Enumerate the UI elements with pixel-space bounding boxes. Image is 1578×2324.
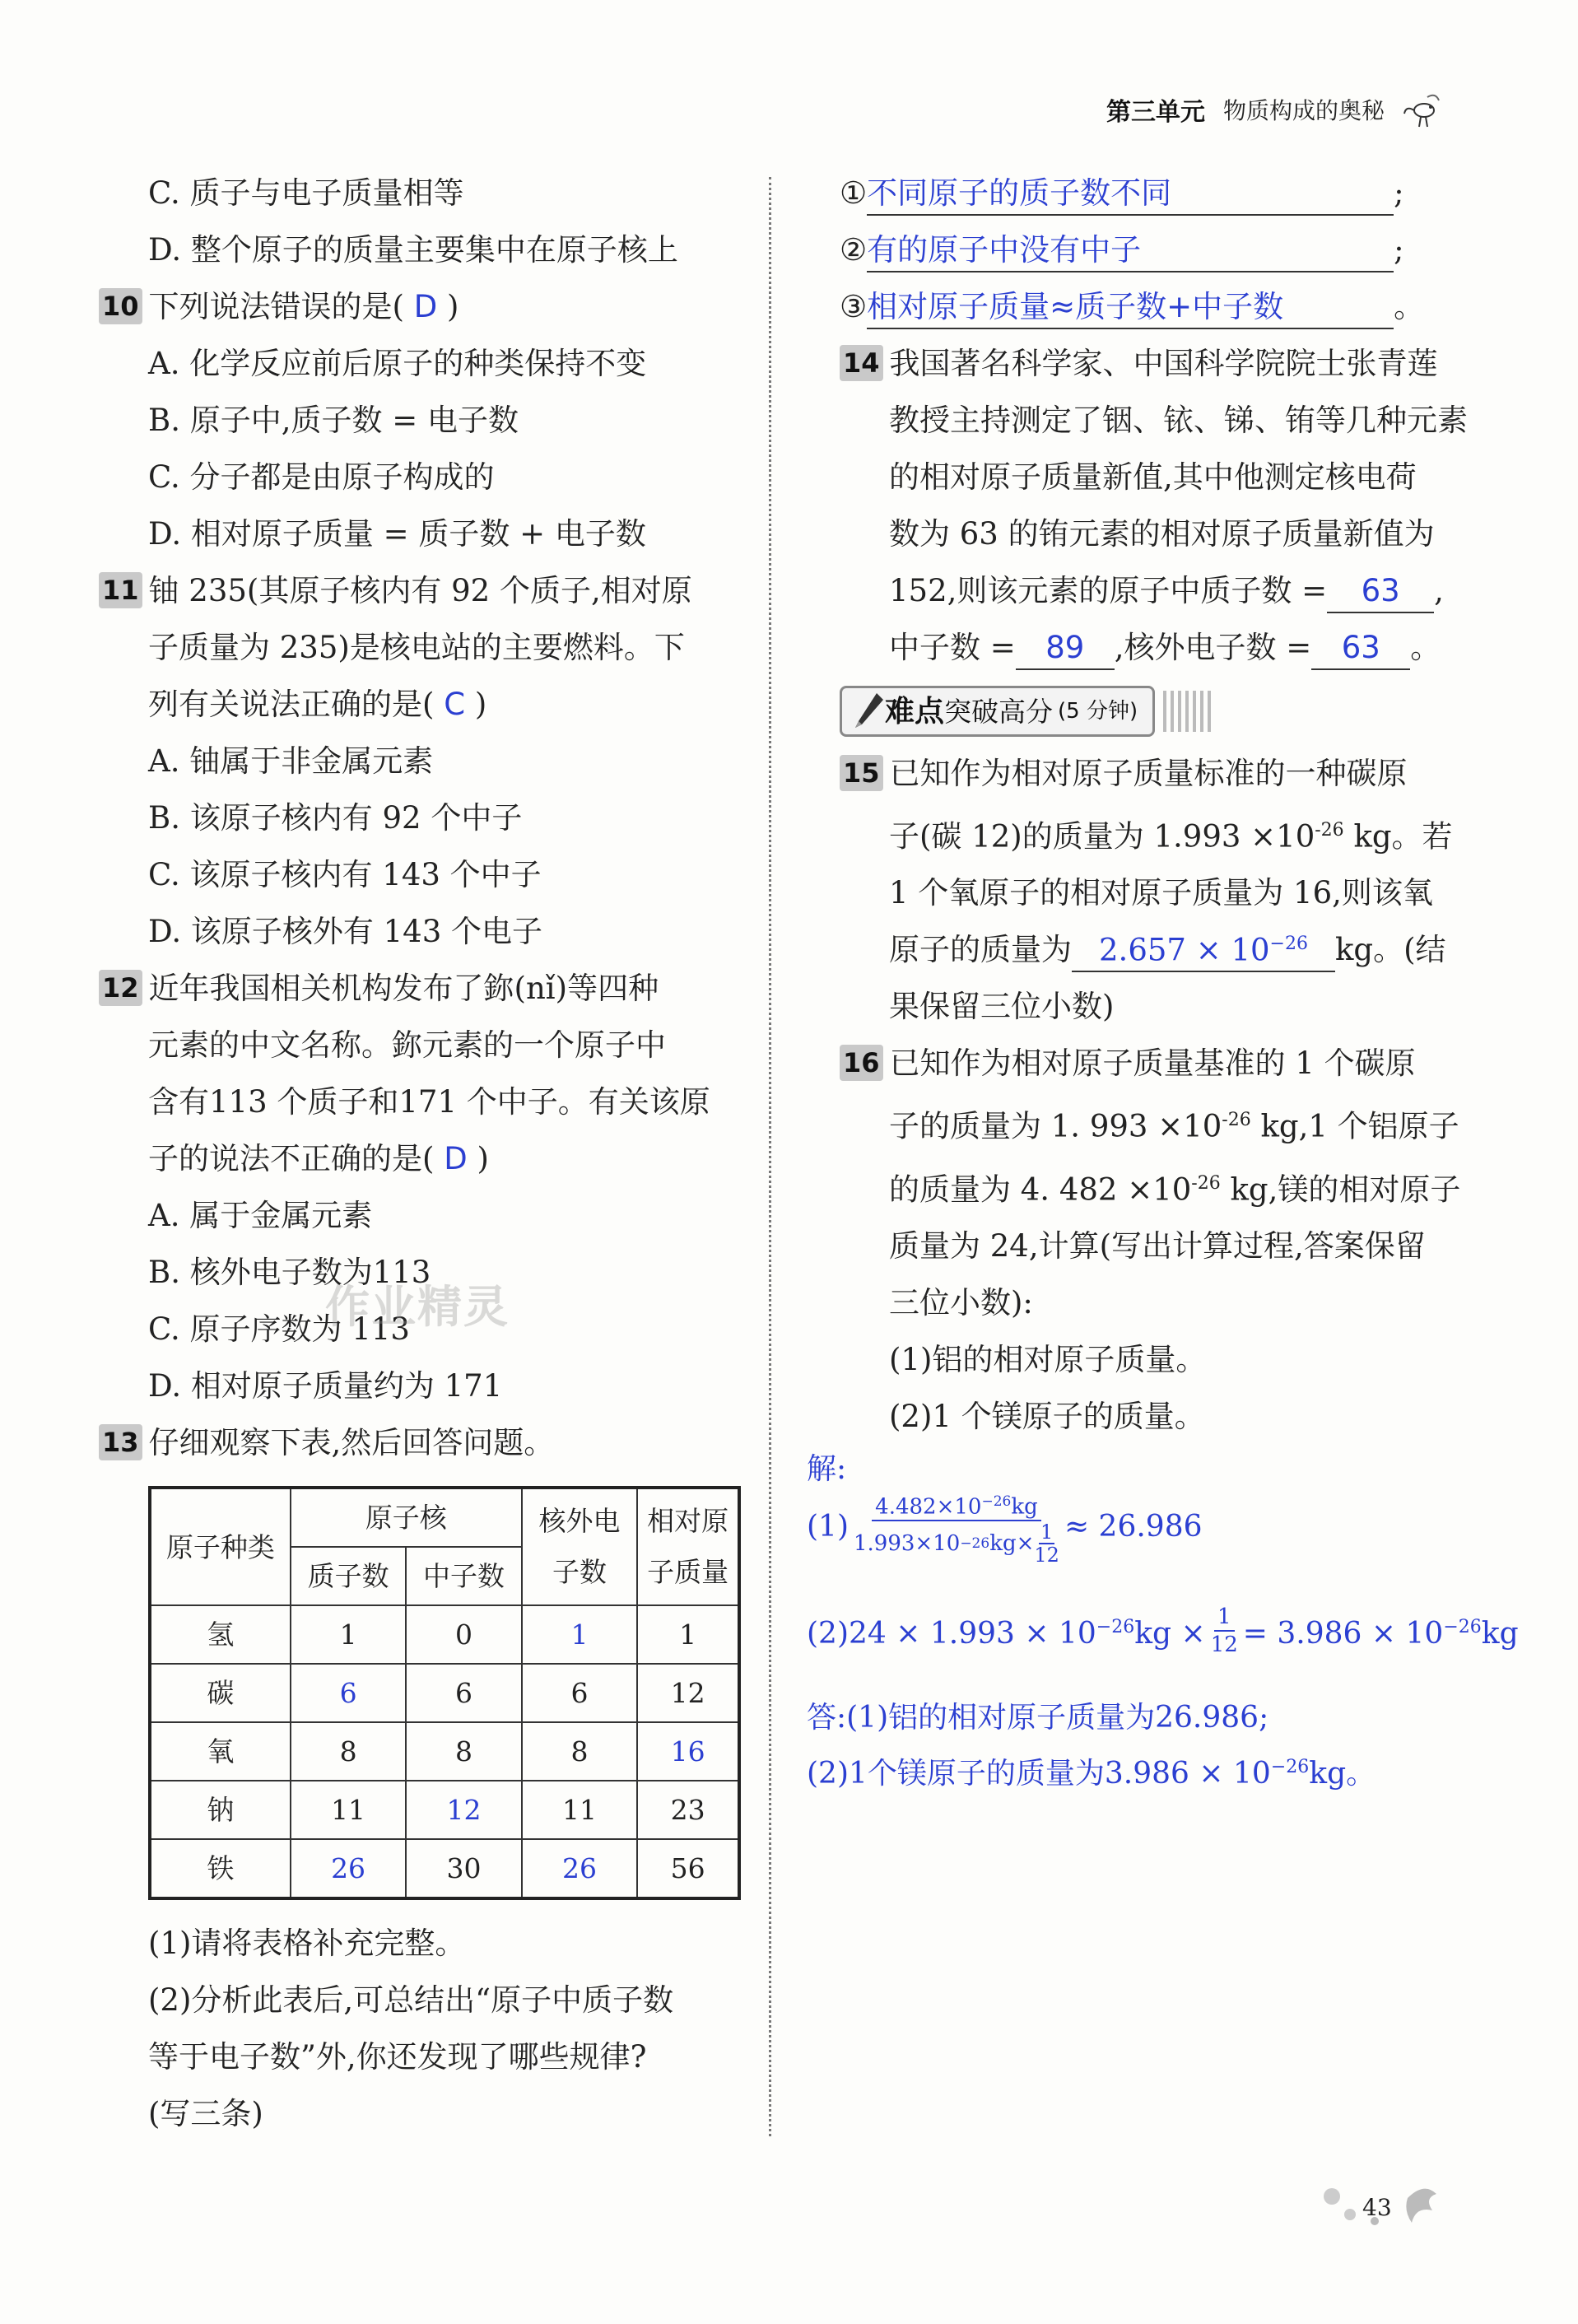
table-row: 氢 1 0 1 1 <box>150 1605 739 1664</box>
answer-line2: (2)1个镁原子的质量为$3.986 \times 10^{-26}kg$。 <box>807 1756 1376 1791</box>
solution-step2: $(2)24 \times 1.993 \times 10^{-26}kg$ × $\frac{1}{12}$ = $3.986 \times 10^{-26}kg$ <box>807 1604 1519 1657</box>
q12-stem-line2: 元素的中文名称。鉨元素的一个原子中 <box>148 1027 666 1063</box>
q13-answer-1: ①不同原子的质子数不同 ; <box>840 165 1498 221</box>
table-row: 氧 8 8 8 16 <box>150 1722 739 1781</box>
q12-stem-line3: 含有113 个质子和171 个中子。有关该原 <box>148 1084 710 1120</box>
q10-number: 10 <box>99 288 142 324</box>
q12-option-b: B. 核外电子数为113 <box>148 1255 431 1290</box>
q13-answer-3: ③相对原子质量≈质子数+中子数 。 <box>840 278 1498 335</box>
atom-table <box>148 1486 741 1900</box>
q14-stem-line6: 中子数 = 89 ,核外电子数 = 63 。 <box>840 619 1498 676</box>
filled-cell: 16 <box>637 1722 739 1781</box>
page-number: 43 <box>1362 2194 1392 2221</box>
q14-stem-line5: 152,则该元素的原子中质子数 = 63 , <box>840 562 1498 619</box>
th-atom-type: 原子种类 <box>150 1488 291 1605</box>
table-row: 钠 11 12 11 23 <box>150 1781 739 1839</box>
solution-fraction: $4.482\times 10^{-26}kg$ 1.993×10 −26 kg× $\frac{1}{12}$ <box>854 1488 1059 1567</box>
q16-line3: 的质量为 4. $482 \times 10^{-26}$ kg,镁的相对原子 <box>889 1171 1461 1207</box>
q13-sub1: (1)请将表格补充完整。 <box>148 1926 466 1961</box>
q11-number: 11 <box>99 572 142 608</box>
q14-protons-answer: 63 <box>1327 571 1434 613</box>
solution-label: 解: <box>807 1451 847 1486</box>
q9-option-d: D. 整个原子的质量主要集中在原子核上 <box>148 232 678 268</box>
q14-stem-line4: 数为 63 的铕元素的相对原子质量新值为 <box>889 516 1435 552</box>
pen-icon <box>852 692 885 731</box>
q15-line1: 15 已知作为相对原子质量标准的一种碳原 <box>840 745 1498 802</box>
bird-icon <box>1403 89 1442 130</box>
filled-cell: 26 <box>522 1839 637 1898</box>
q13-number: 13 <box>99 1424 142 1460</box>
th-protons: 质子数 <box>291 1547 406 1605</box>
q16-line4: 质量为 24,计算(写出计算过程,答案保留 <box>889 1227 1426 1264</box>
q11-option-b: B. 该原子核内有 92 个中子 <box>148 800 523 836</box>
q16-number: 16 <box>840 1045 883 1081</box>
q15-number: 15 <box>840 755 883 791</box>
solution-step1: (1) $4.482\times 10^{-26}kg$ 1.993×10 −26 kg× $\frac{1}{12}$ ≈ 26.986 <box>807 1494 1498 1560</box>
page-header <box>1106 89 1442 130</box>
q12-option-c: C. 原子序数为 113 <box>148 1311 410 1347</box>
banner-box: 难点 突破高分 (5 分钟) <box>840 686 1155 737</box>
table-row: 碳 6 6 6 12 <box>150 1664 739 1722</box>
filled-cell: 1 <box>522 1605 637 1664</box>
filled-cell: 6 <box>291 1664 406 1722</box>
q10-stem: 10 下列说法错误的是( D ) <box>99 278 741 335</box>
q13-sub2-line3: (写三条) <box>148 2096 263 2131</box>
q15-answer: $2.657 \times 10^{-26}$ <box>1072 924 1335 972</box>
q11-option-c: C. 该原子核内有 143 个中子 <box>148 857 542 892</box>
th-electrons: 核外电 子数 <box>522 1488 637 1605</box>
q14-stem-line3: 的相对原子质量新值,其中他测定核电荷 <box>889 459 1417 495</box>
q16-line1: 16 已知作为相对原子质量基准的 1 个碳原 <box>840 1035 1498 1092</box>
q12-number: 12 <box>99 970 142 1006</box>
q12-answer: D <box>444 1141 468 1176</box>
q16-sub2: (2)1 个镁原子的质量。 <box>889 1398 1205 1434</box>
q14-electrons-answer: 63 <box>1311 627 1410 670</box>
q14-neutrons-answer: 89 <box>1016 627 1115 670</box>
q14-number: 14 <box>840 345 883 381</box>
q16-sub1: (1)铝的相对原子质量。 <box>889 1341 1207 1377</box>
watermark: 作业精灵 <box>325 1281 510 1333</box>
answer-line1: 答:(1)铝的相对原子质量为26.986; <box>807 1700 1269 1735</box>
q10-option-a: A. 化学反应前后原子的种类保持不变 <box>148 346 647 381</box>
unit-title: 第三单元 <box>1106 98 1205 127</box>
q12-option-a: A. 属于金属元素 <box>148 1198 373 1233</box>
q13-sub2-line2: 等于电子数”外,你还发现了哪些规律? <box>148 2039 647 2075</box>
q11-stem-line1: 11 铀 235(其原子核内有 92 个质子,相对原 <box>99 562 741 619</box>
filled-cell: 26 <box>291 1839 406 1898</box>
q9-option-c: C. 质子与电子质量相等 <box>148 175 464 211</box>
unit-topic: 物质构成的奥秘 <box>1222 97 1385 124</box>
section-banner <box>840 682 1498 740</box>
q14-stem-line2: 教授主持测定了铟、铱、锑、铕等几种元素 <box>889 403 1468 438</box>
table-row: 铁 26 30 26 56 <box>150 1839 739 1898</box>
q11-option-d: D. 该原子核外有 143 个电子 <box>148 914 543 949</box>
right-column <box>807 165 1519 1799</box>
q15-line5: 果保留三位小数) <box>889 989 1115 1025</box>
th-relative-mass: 相对原 子质量 <box>637 1488 739 1605</box>
q12-stem-line1: 12 近年我国相关机构发布了鉨(nǐ)等四种 <box>99 960 741 1017</box>
q16-line5: 三位小数): <box>889 1284 1033 1320</box>
q10-option-d: D. 相对原子质量 = 质子数 + 电子数 <box>148 516 646 552</box>
q10-option-c: C. 分子都是由原子构成的 <box>148 459 495 495</box>
q10-option-b: B. 原子中,质子数 = 电子数 <box>148 403 519 438</box>
solution-block <box>807 1445 1519 1799</box>
q11-option-a: A. 铀属于非金属元素 <box>148 743 434 779</box>
q11-answer: C <box>444 687 466 722</box>
q14-stem-line1: 14 我国著名科学家、中国科学院院士张青莲 <box>840 335 1498 392</box>
banner-stripes <box>1163 691 1213 732</box>
q13-stem: 13 仔细观察下表,然后回答问题。 <box>99 1414 741 1471</box>
th-nucleus: 原子核 <box>291 1488 522 1547</box>
th-neutrons: 中子数 <box>406 1547 521 1605</box>
q15-line3: 1 个氧原子的相对原子质量为 16,则该氧 <box>889 875 1433 911</box>
q15-line2: 子(碳 12)的质量为 $1.993 \times 10^{-26}$ kg。若 <box>889 818 1453 855</box>
q16-line2: 子的质量为 1. $993 \times 10^{-26}$ kg,1 个铝原子 <box>889 1108 1459 1144</box>
q13-answer-2: ②有的原子中没有中子 ; <box>840 221 1498 278</box>
q15-line4: 原子的质量为 $2.657 \times 10^{-26}$ kg。(结 <box>840 921 1498 978</box>
q11-stem-line3: 列有关说法正确的是( C ) <box>148 687 487 722</box>
q11-stem-line2: 子质量为 235)是核电站的主要燃料。下 <box>148 630 685 665</box>
left-column <box>99 165 741 2142</box>
q10-answer: D <box>413 289 438 324</box>
q13-sub2-line1: (2)分析此表后,可总结出“原子中质子数 <box>148 1982 674 2018</box>
column-divider <box>769 177 771 2136</box>
q12-stem-line4: 子的说法不正确的是( D ) <box>148 1141 489 1176</box>
filled-cell: 12 <box>406 1781 521 1839</box>
q12-option-d: D. 相对原子质量约为 171 <box>148 1368 503 1404</box>
